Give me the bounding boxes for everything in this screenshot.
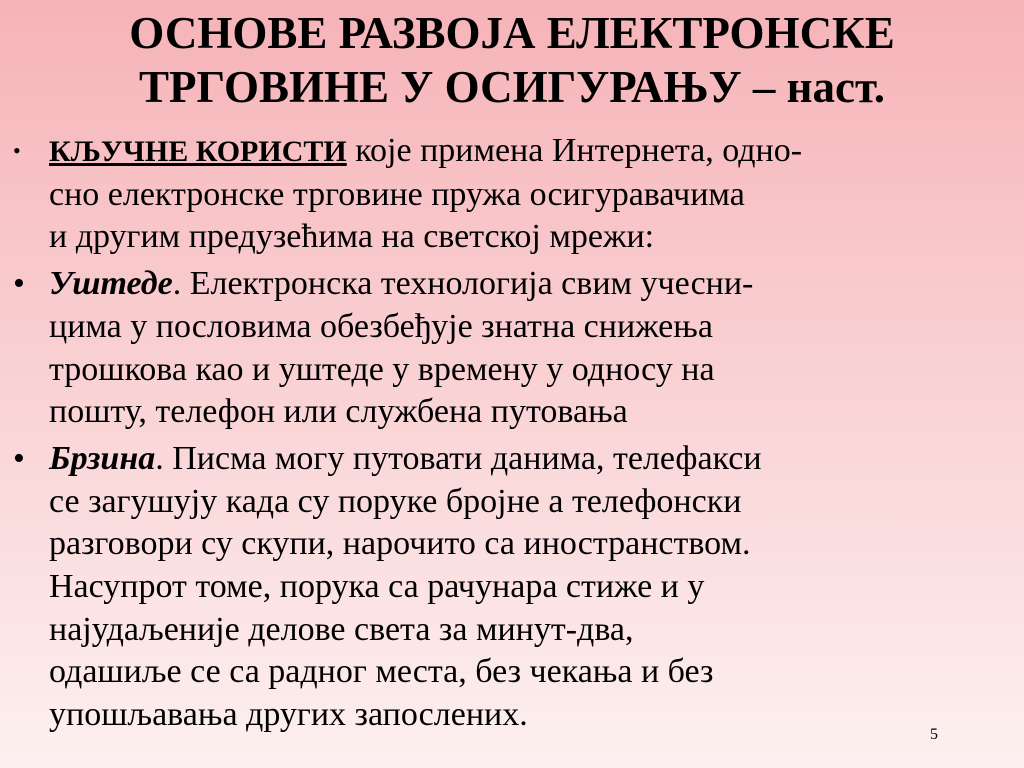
bullet-line: [49, 263, 1010, 306]
bullet-text: које примена Интернета, одно-: [346, 132, 803, 169]
keyword-savings: Уштеде: [49, 265, 173, 303]
bullet-text: . Електронска технологија свим учесни-: [172, 265, 754, 303]
bullet-line: се загушују када су поруке бројне а телефонски: [49, 482, 742, 520]
bullet-line: трошкова као и уштеде у времену у односу на: [49, 350, 715, 388]
title-line-2: ТРГОВИНЕ У ОСИГУРАЊУ – наст.: [139, 62, 885, 112]
bullet-savings: [0, 263, 1024, 434]
bullet-line: цима у пословима обезбеђује знатна снижења: [49, 307, 713, 345]
bullet-line: Насупрот томе, порука са рачунара стиже и у: [49, 568, 705, 606]
bullet-line: упошљавања других запослених.: [49, 696, 528, 734]
keyword-speed: Брзина: [49, 439, 156, 477]
bullet-line: разговори су скупи, нарочито са иностранством.: [49, 525, 751, 563]
bullet-list: [0, 130, 1024, 737]
bullet-line: пошту, телефон или службена путовања: [49, 393, 628, 431]
bullet-text: . Писма могу путовати данима, телефакси: [155, 439, 762, 477]
slide-title: [0, 6, 1024, 114]
bullet-line: одашиље се са радног места, без чекања и без: [49, 653, 714, 691]
bullet-marker: •: [13, 138, 21, 163]
bullet-line: [49, 130, 1010, 174]
bullet-line: најудаљеније делове света за минут-два,: [49, 610, 634, 648]
bullet-marker: •: [13, 439, 25, 477]
keyword-key-benefits: КЉУЧНЕ КОРИСТИ: [49, 135, 347, 168]
bullet-marker: •: [13, 265, 25, 303]
bullet-line: сно електронске трговине пружа осигуравачима: [49, 175, 745, 213]
page-number: 5: [930, 726, 938, 743]
bullet-key-benefits: [0, 130, 1024, 259]
bullet-speed: [0, 438, 1024, 737]
bullet-line: [49, 438, 1010, 481]
bullet-line: и другим предузећима на светској мрежи:: [49, 218, 655, 256]
title-line-1: ОСНОВЕ РАЗВОЈА ЕЛЕКТРОНСКЕ: [129, 8, 895, 58]
